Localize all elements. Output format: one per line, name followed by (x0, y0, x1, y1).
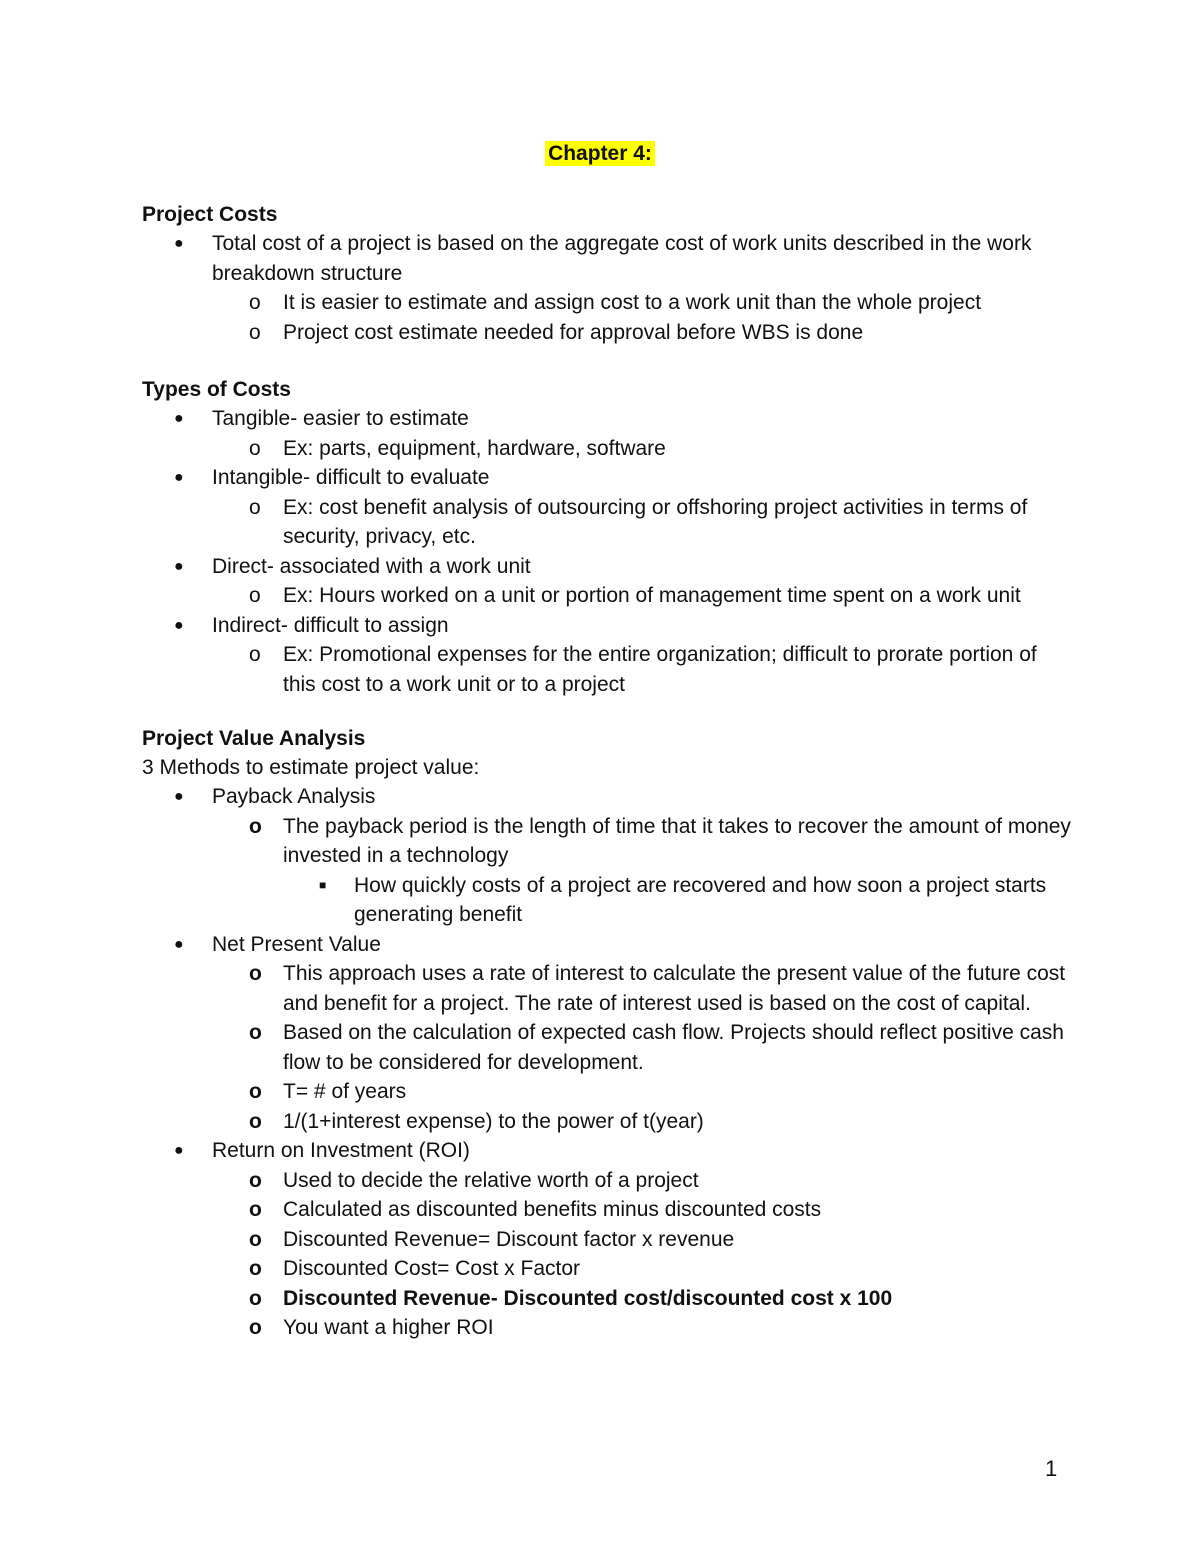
title-row (0, 142, 1200, 166)
list-item: o Ex: Promotional expenses for the entire organization; difficult to prorate portion of this cost to a work unit or to a project (142, 640, 1072, 699)
list-item: ● Net Present Value (142, 930, 1072, 960)
circle-bullet-icon: o (249, 584, 261, 607)
bullet-icon: ● (174, 410, 184, 427)
list-item: o The payback period is the length of time that it takes to recover the amount of money invested in a technology (142, 812, 1072, 871)
list-item: o Ex: cost benefit analysis of outsourcing or offshoring project activities in terms of security, privacy, etc. (142, 493, 1072, 552)
list-item: o 1/(1+interest expense) to the power of t(year) (142, 1107, 1072, 1137)
circle-bullet-icon: o (249, 643, 261, 666)
bullet-icon: ● (174, 235, 184, 252)
list-item: o Ex: Hours worked on a unit or portion of management time spent on a work unit (142, 581, 1072, 611)
list-item: o Discounted Cost= Cost x Factor (142, 1254, 1072, 1284)
bullet-icon: ● (174, 557, 184, 575)
bullet-icon: ● (174, 1142, 184, 1159)
section-project-costs (142, 200, 1072, 347)
section-types-of-costs (142, 375, 1072, 699)
square-bullet-icon: ■ (319, 877, 327, 892)
list-item: ■ How quickly costs of a project are recovered and how soon a project starts generating benefit (142, 871, 1072, 930)
list-item: o It is easier to estimate and assign cost to a work unit than the whole project (142, 288, 1072, 318)
list-item: o You want a higher ROI (142, 1313, 1072, 1343)
circle-bullet-icon: o (249, 320, 261, 344)
section-heading: Project Value Analysis (142, 727, 366, 750)
list-item: o Ex: parts, equipment, hardware, software (142, 434, 1072, 464)
circle-bullet-icon: o (249, 291, 261, 314)
circle-bullet-icon: o (249, 1316, 262, 1339)
circle-bullet-icon: o (249, 1286, 262, 1310)
list-item: ● Return on Investment (ROI) (142, 1136, 1072, 1166)
list-item: o This approach uses a rate of interest to calculate the present value of the future cost and benefit for a project. The rate of interest used is based on the cost of capital. (142, 959, 1072, 1018)
circle-bullet-icon: o (249, 1109, 262, 1133)
section-heading: Types of Costs (142, 378, 291, 401)
list-item: o Discounted Revenue= Discount factor x revenue (142, 1225, 1072, 1255)
list-item: o Used to decide the relative worth of a project (142, 1166, 1072, 1196)
list-item: o Based on the calculation of expected cash flow. Projects should reflect positive cash flow to be considered for development. (142, 1018, 1072, 1077)
list-item: ● Payback Analysis (142, 782, 1072, 812)
list-item: o Calculated as discounted benefits minus discounted costs (142, 1195, 1072, 1225)
list-item: ● Tangible- easier to estimate (142, 404, 1072, 434)
circle-bullet-icon: o (249, 1198, 262, 1221)
section-project-value-analysis (142, 724, 1072, 1343)
bullet-icon: ● (174, 935, 184, 953)
list-item: ● Indirect- difficult to assign (142, 611, 1072, 641)
section-intro: 3 Methods to estimate project value: (142, 756, 480, 779)
page-number: 1 (1045, 1456, 1058, 1481)
list-item: ● Intangible- difficult to evaluate (142, 463, 1072, 493)
circle-bullet-icon: o (249, 814, 262, 838)
circle-bullet-icon: o (249, 962, 262, 985)
list-item: ● Total cost of a project is based on the aggregate cost of work units described in the work breakdown structure (142, 229, 1072, 288)
circle-bullet-icon: o (249, 436, 261, 460)
list-item: o Project cost estimate needed for approval before WBS is done (142, 318, 1072, 348)
circle-bullet-icon: o (249, 1257, 262, 1280)
list-item: o T= # of years (142, 1077, 1072, 1107)
list-item: o Discounted Revenue- Discounted cost/discounted cost x 100 (142, 1284, 1072, 1314)
bullet-icon: ● (174, 469, 184, 486)
chapter-title: Chapter 4: (545, 141, 655, 166)
list-item: ● Direct- associated with a work unit (142, 552, 1072, 582)
bullet-icon: ● (174, 788, 184, 805)
circle-bullet-icon: o (249, 1021, 262, 1044)
circle-bullet-icon: o (249, 1227, 262, 1251)
circle-bullet-icon: o (249, 1080, 262, 1103)
section-heading: Project Costs (142, 203, 278, 226)
bullet-icon: ● (174, 616, 184, 634)
circle-bullet-icon: o (249, 495, 261, 519)
circle-bullet-icon: o (249, 1168, 262, 1192)
